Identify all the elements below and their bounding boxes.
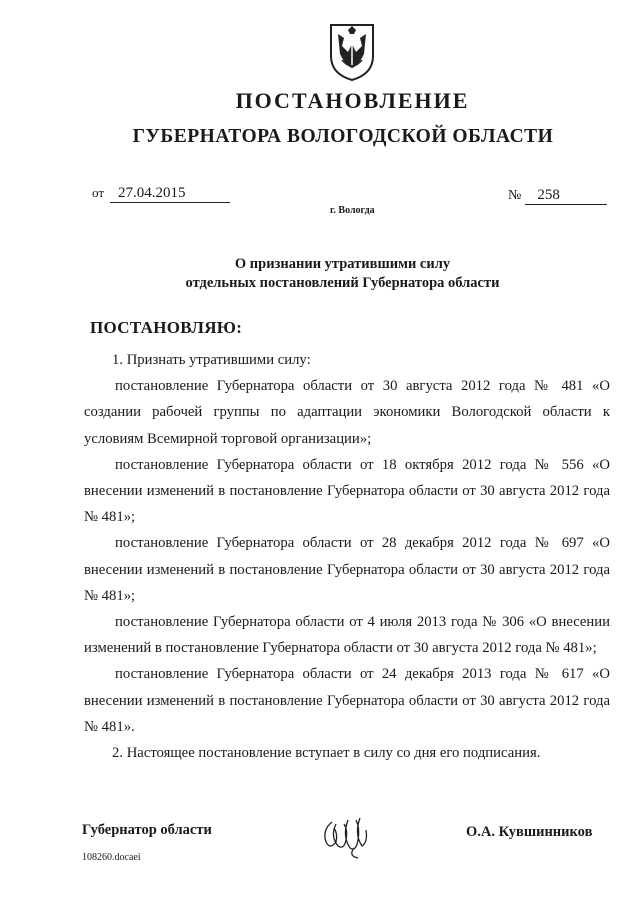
repealed-decree-3: постановление Губернатора области от 28 декабря 2012 года № 697 «О внесении изменений в постановление Губернатора области от 30 августа 2012 года № 481»; [84, 535, 610, 604]
date-prefix: от [92, 185, 105, 200]
document-title: ПОСТАНОВЛЕНИЕ [235, 88, 470, 113]
clause-2: 2. Настоящее постановление вступает в силу со дня его подписания. [112, 745, 541, 762]
document-subject [0, 255, 640, 293]
signatory-position: Губернатор области [82, 822, 212, 838]
document-subtitle: ГУБЕРНАТОРА ВОЛОГОДСКОЙ ОБЛАСТИ [132, 126, 554, 147]
document-date: 27.04.2015 [110, 185, 230, 203]
document-number: 258 [525, 187, 607, 205]
signatory-name: О.А. Кувшинников [466, 824, 593, 840]
number-line [508, 187, 607, 205]
repealed-decree-5: постановление Губернатора области от 24 декабря 2013 года № 617 «О внесении изменений в постановление Губернатора области от 30 августа 2012 года № 481». [84, 666, 610, 735]
subject-line-1: О признании утратившими силу [234, 256, 451, 272]
decree-heading: ПОСТАНОВЛЯЮ: [90, 318, 243, 337]
file-reference: 108260.docaei [82, 852, 141, 863]
subject-line-2: отдельных постановлений Губернатора области [185, 275, 500, 291]
coat-of-arms-icon [328, 22, 376, 82]
repealed-decree-2: постановление Губернатора области от 18 октября 2012 года № 556 «О внесении изменений в постановление Губернатора области от 30 августа 2012 года № 481»; [84, 456, 610, 526]
handwritten-signature-icon [318, 812, 378, 862]
city-label: г. Вологда [330, 205, 375, 216]
clause-1: 1. Признать утратившими силу: [112, 352, 311, 368]
document-body [84, 347, 610, 766]
repealed-decree-1: постановление Губернатора области от 30 августа 2012 года № 481 «О создании рабочей группы по адаптации экономики Вологодской области к условиям Всемирной торговой организации»; [84, 378, 610, 447]
number-prefix: № [508, 188, 522, 203]
repealed-decree-4: постановление Губернатора области от 4 июля 2013 года № 306 «О внесении изменений в постановление Губернатора области от 30 августа 2012 года № 481»; [84, 614, 610, 657]
date-line [92, 185, 230, 203]
